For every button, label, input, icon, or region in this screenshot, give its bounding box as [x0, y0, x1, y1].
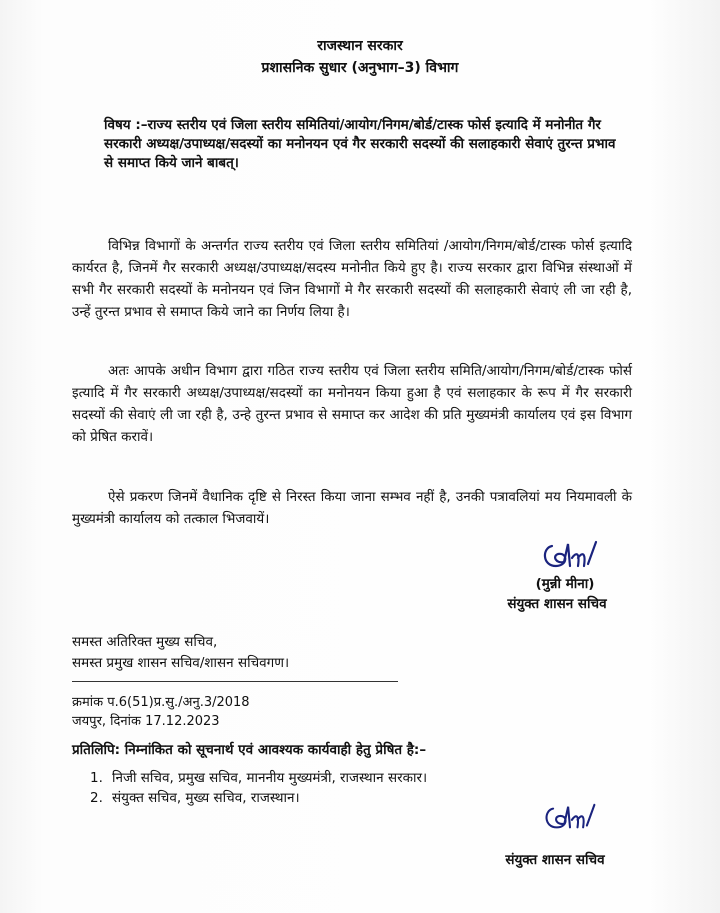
signatory-name: (मुन्नी मीना): [535, 576, 595, 592]
government-title: राजस्थान सरकार: [317, 38, 403, 54]
copy-heading: प्रतिलिपि: निम्नांकित को सूचनार्थ एवं आवश्यक कार्यवाही हेतु प्रेषित है:–: [72, 742, 427, 758]
signature-scribble: [540, 798, 600, 838]
list-item: 2. संयुक्त सचिव, मुख्य सचिव, राजस्थान।: [90, 790, 300, 806]
signatory-designation: संयुक्त शासन सचिव: [507, 596, 607, 612]
reference-number: क्रमांक प.6(51)प्र.सु./अनु.3/2018: [72, 695, 250, 710]
subject-text: राज्य स्तरीय एवं जिला स्तरीय समितियां/आयोग/निगम/बोर्ड/टास्क फोर्स इत्यादि में मनोनीत गैर सरकारी अध्यक्ष/उपाध्यक्ष/सदस्यों का मनोनयन एवं गैर सरकारी सदस्यों की सलाहकारी सेवाएं तुरन्त प्रभाव से समाप्त किये जाने बाबत्।: [104, 117, 616, 171]
signatory-designation-2: संयुक्त शासन सचिव: [505, 852, 605, 868]
addressee-line-1: समस्त अतिरिक्त मुख्य सचिव,: [72, 634, 218, 650]
subject-block: [104, 116, 624, 173]
reference-date: जयपुर, दिनांक 17.12.2023: [72, 714, 220, 729]
addressee-line-2: समस्त प्रमुख शासन सचिव/शासन सचिवगण।: [72, 655, 290, 671]
copy-list: [90, 768, 427, 808]
signature-scribble: [538, 536, 602, 576]
department-title: प्रशासनिक सुधार (अनुभाग–3) विभाग: [261, 60, 459, 76]
paragraph-1: विभिन्न विभागों के अन्तर्गत राज्य स्तरीय एवं जिला स्तरीय समितियां /आयोग/निगम/बोर्ड/टास्क फोर्स इत्यादि कार्यरत है, जिनमें गैर सरकारी अध्यक्ष/उपाध्यक्ष/सदस्य मनोनीत किये हुए है। राज्य सरकार द्वारा विभिन्न संस्थाओं में सभी गैर सरकारी सदस्यों के मनोनयन एवं जिन विभागों मे गैर सरकारी सदस्यों की सलाहकारी सेवाएं ली जा रही है, उन्हें तुरन्त प्रभाव से समाप्त किये जाने का निर्णय लिया है।: [72, 238, 632, 320]
list-item: 1. निजी सचिव, प्रमुख सचिव, माननीय मुख्यमंत्री, राजस्थान सरकार।: [90, 770, 428, 786]
paragraph-3: ऐसे प्रकरण जिनमें वैधानिक दृष्टि से निरस्त किया जाना सम्भव नहीं है, उनकी पत्रावलियां मय नियमावली के मुख्यमंत्री कार्यालय को तत्काल भिजवायें।: [72, 489, 632, 527]
divider-line: [72, 681, 398, 682]
subject-label: विषय :–: [104, 117, 148, 133]
paragraph-2: अतः आपके अधीन विभाग द्वारा गठित राज्य स्तरीय एवं जिला स्तरीय समिति/आयोग/निगम/बोर्ड/टास्क फोर्स इत्यादि में गैर सरकारी अध्यक्ष/उपाध्यक्ष/सदस्यों का मनोनयन किया हुआ है एवं सलाहकार के रूप में गैर सरकारी सदस्यों की सेवाएं ली जा रही है, उन्हे तुरन्त प्रभाव से समाप्त कर आदेश की प्रति मुख्यमंत्री कार्यालय एवं इस विभाग को प्रेषित करावें।: [72, 363, 632, 445]
